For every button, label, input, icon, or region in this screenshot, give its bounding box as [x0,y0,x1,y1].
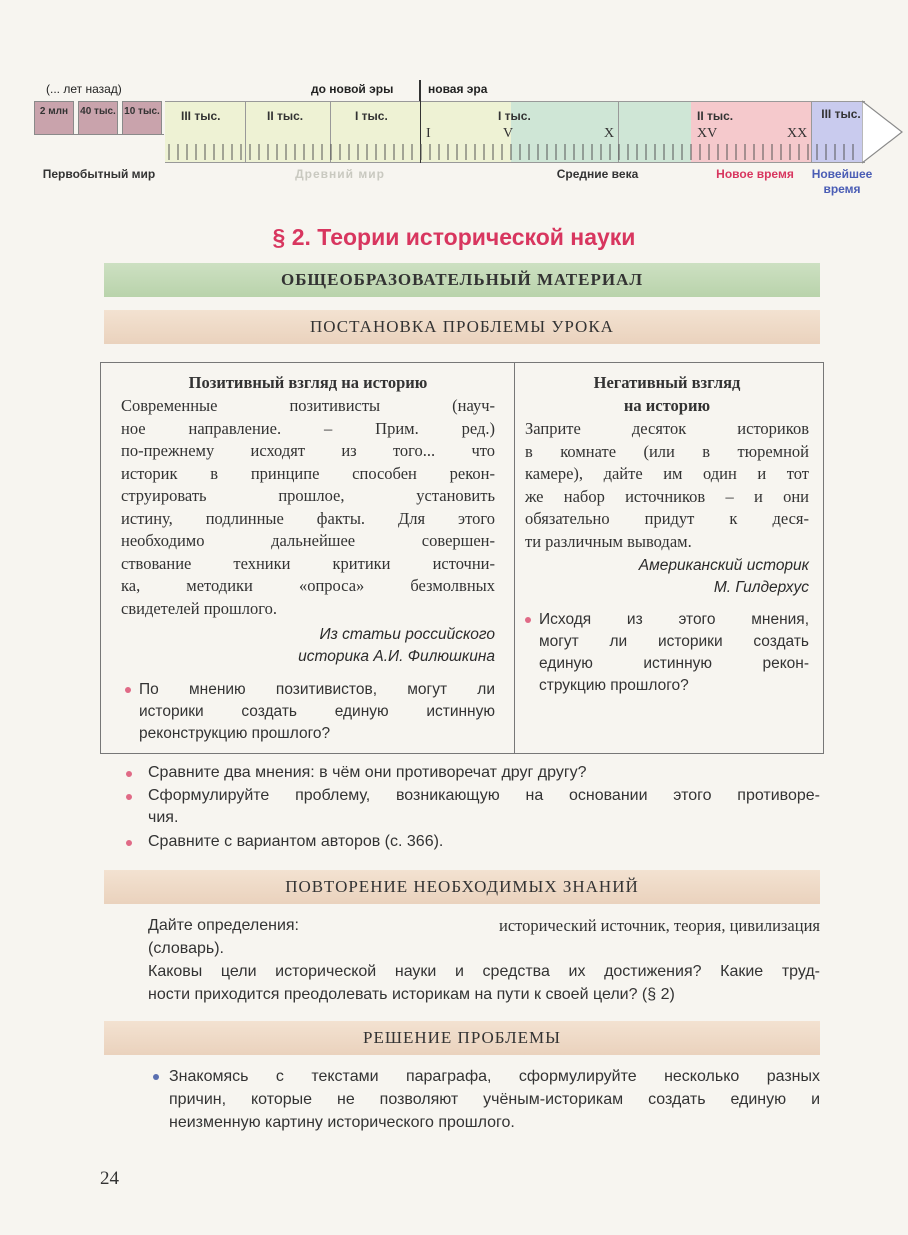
section-general-material: ОБЩЕОБРАЗОВАТЕЛЬНЫЙ МАТЕРИАЛ [104,263,820,297]
column-divider [514,363,515,753]
era-primitive: Первобытный мир [42,167,156,181]
timeline-box-2mln: 2 млн [34,101,74,135]
millennium-3-bc: III тыс. [181,109,221,123]
millennium-2-ad: II тыс. [697,109,734,123]
bullet-icon [126,771,132,777]
positive-view-heading: Позитивный взгляд на историю [188,373,428,392]
timeline-box-40k: 40 тыс. [78,101,118,135]
bullet-icon [525,617,531,623]
bullet-icon [153,1074,159,1080]
section-review: ПОВТОРЕНИЕ НЕОБХОДИМЫХ ЗНАНИЙ [104,870,820,904]
millennium-1-ad: I тыс. [498,109,531,123]
negative-view-heading: Негативный взгляд на историю [593,373,741,415]
review-text: Дайте определения: исторический источник, теория, цивилизация (словарь). Каковы цели исторической науки и средства их достижения? Какие труд- ности приходится преодолевать историкам на пути к своей цели? (§ 2) [148,916,820,1003]
ad-label: новая эра [428,82,488,96]
bullet-icon [126,840,132,846]
century-5: V [503,126,514,141]
era-ancient: Древний мир [295,167,385,181]
millennium-2-bc: II тыс. [267,109,304,123]
task-formulate: Сформулируйте проблему, возникающую на основании этого противоре- чия. [148,787,820,826]
timeline-box-10k: 10 тыс. [122,101,162,135]
bullet-icon [125,687,131,693]
section-problem-statement: ПОСТАНОВКА ПРОБЛЕМЫ УРОКА [104,310,820,344]
task-compare: Сравните два мнения: в чём они противоречат друг другу? [148,764,587,781]
solution-task: Знакомясь с текстами параграфа, сформулируйте несколько разных причин, которые не позволяют учёным-историкам создать единую и неизменную картину исторического прошлого. [169,1068,820,1131]
problem-box [100,362,824,754]
century-20: XX [787,126,808,141]
positive-view-question: По мнению позитивистов, могут ли историки создать единую истинную реконструкцию прошлого? [139,681,495,742]
negative-view-text: Заприте десяток историков в комнате (или в тюремной камере), дайте им один и тот же набор источников – и они обязательно придут к деся- ти различным выводам. [525,419,809,551]
millennium-1-bc: I тыс. [355,109,388,123]
era-medieval: Средние века [556,167,639,181]
negative-view-source: Американский историк М. Гилдерхус [638,557,809,596]
century-1: I [426,126,431,141]
timeline-ticks [165,140,865,162]
era-newest: Новейшее время [811,167,873,196]
bc-label: до новой эры [311,82,394,96]
positive-view-source: Из статьи российского историка А.И. Филюшкина [298,626,495,665]
timeline-arrow-icon [862,94,906,170]
page-title: § 2. Теории исторической науки [272,224,636,250]
era-modern: Новое время [716,167,794,181]
century-15: XV [697,126,718,141]
positive-view-text: Современные позитивисты (науч- ное направление. – Прим. ред.) по-прежнему исходят из того... что историк в принципе способен рекон- струировать прошлое, установить истину, подлинные факты. Для этого необходимо дальнейшее совершен- ствование техники критики источни- ка, методики «опроса» безмолвных свидетелей прошлого. [121,396,495,618]
section-solution: РЕШЕНИЕ ПРОБЛЕМЫ [104,1021,820,1055]
negative-view-question: Исходя из этого мнения, могут ли историки создать единую истинную рекон- струкцию прошлого? [539,611,809,694]
millennium-3-ad: III тыс. [821,107,861,121]
bullet-icon [126,794,132,800]
century-10: X [604,126,615,141]
task-authors: Сравните с вариантом авторов (с. 366). [148,833,444,850]
years-ago-label: (... лет назад) [46,82,122,96]
page-number: 24 [100,1168,119,1189]
